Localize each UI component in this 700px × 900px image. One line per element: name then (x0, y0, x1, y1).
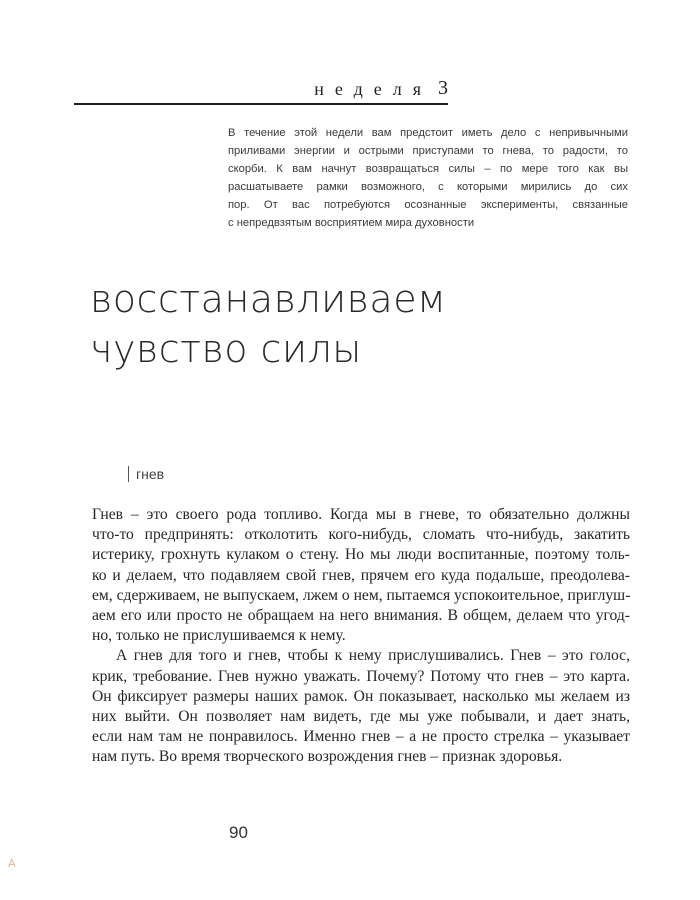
corner-mark: A (8, 857, 16, 870)
body-line: ем, сдерживаем, не выпускаем, лжем о нем, пытаемся успокоительное, приглуш- (92, 586, 631, 604)
intro-line: пор. От вас потребуются осознанные эксперименты, связанные (228, 199, 628, 211)
body-line: Гнев – это своего рода топливо. Когда мы в гневе, то обязательно должны (92, 506, 630, 523)
week-header (218, 72, 448, 100)
body-line: истерику, грохнуть кулаком о стену. Но мы люди воспитанные, поэтому толь- (92, 546, 630, 564)
section-label-text: гнев (136, 466, 165, 482)
week-number: 3 (438, 77, 448, 99)
header-rule (74, 103, 448, 105)
chapter-title-line-1: восстанавливаем (90, 277, 447, 321)
body-line: них выйти. Он позволяет нам видеть, где мы уже побывали, и дает знать, (92, 708, 630, 726)
intro-line: скорби. К вам начнут возвращаться силы – по мере того как вы (228, 163, 628, 175)
body-line: А гнев для того и гнев, чтобы к нему прислушивались. Гнев – это голос, (116, 647, 630, 665)
body-line: аем его или просто не обращаем на него внимания. В общем, делаем что угод- (92, 607, 630, 625)
intro-line: с непредвзятым восприятием мира духовности (228, 217, 475, 229)
body-line: Он фиксирует размеры наших рамок. Он показывает, насколько мы желаем из (92, 687, 630, 705)
body-line: ко и делаем, что подавляем свой гнев, прячем его куда подальше, преодолева- (92, 566, 630, 584)
body-line: что-то предпринять: отколотить кого-нибудь, сломать что-нибудь, закатить (92, 526, 630, 544)
body-text (92, 505, 630, 768)
body-line: если нам там не понравилось. Именно гнев – а не просто стрелка – указывает (92, 728, 630, 746)
section-bar (128, 466, 129, 482)
intro-paragraph (228, 124, 628, 232)
body-line: но, только не прислушиваемся к нему. (92, 627, 346, 645)
intro-line: В течение этой недели вам предстоит иметь дело с непривычными (228, 127, 628, 139)
page-number: 90 (229, 823, 248, 842)
section-label (128, 466, 164, 482)
body-line: крик, требование. Гнев нужно уважать. Почему? Потому что гнев – это карта. (92, 667, 630, 685)
body-line: нам путь. Во время творческого возрождения гнев – признак здоровья. (92, 748, 563, 766)
intro-line: расшатываете рамки возможного, с которыми мирились до сих (228, 181, 628, 193)
chapter-title-line-2: чувство силы (90, 327, 362, 371)
chapter-title (90, 274, 446, 374)
week-word: неделя (314, 79, 432, 99)
intro-line: приливами энергии и острыми приступами то гнева, то радости, то (228, 145, 628, 157)
